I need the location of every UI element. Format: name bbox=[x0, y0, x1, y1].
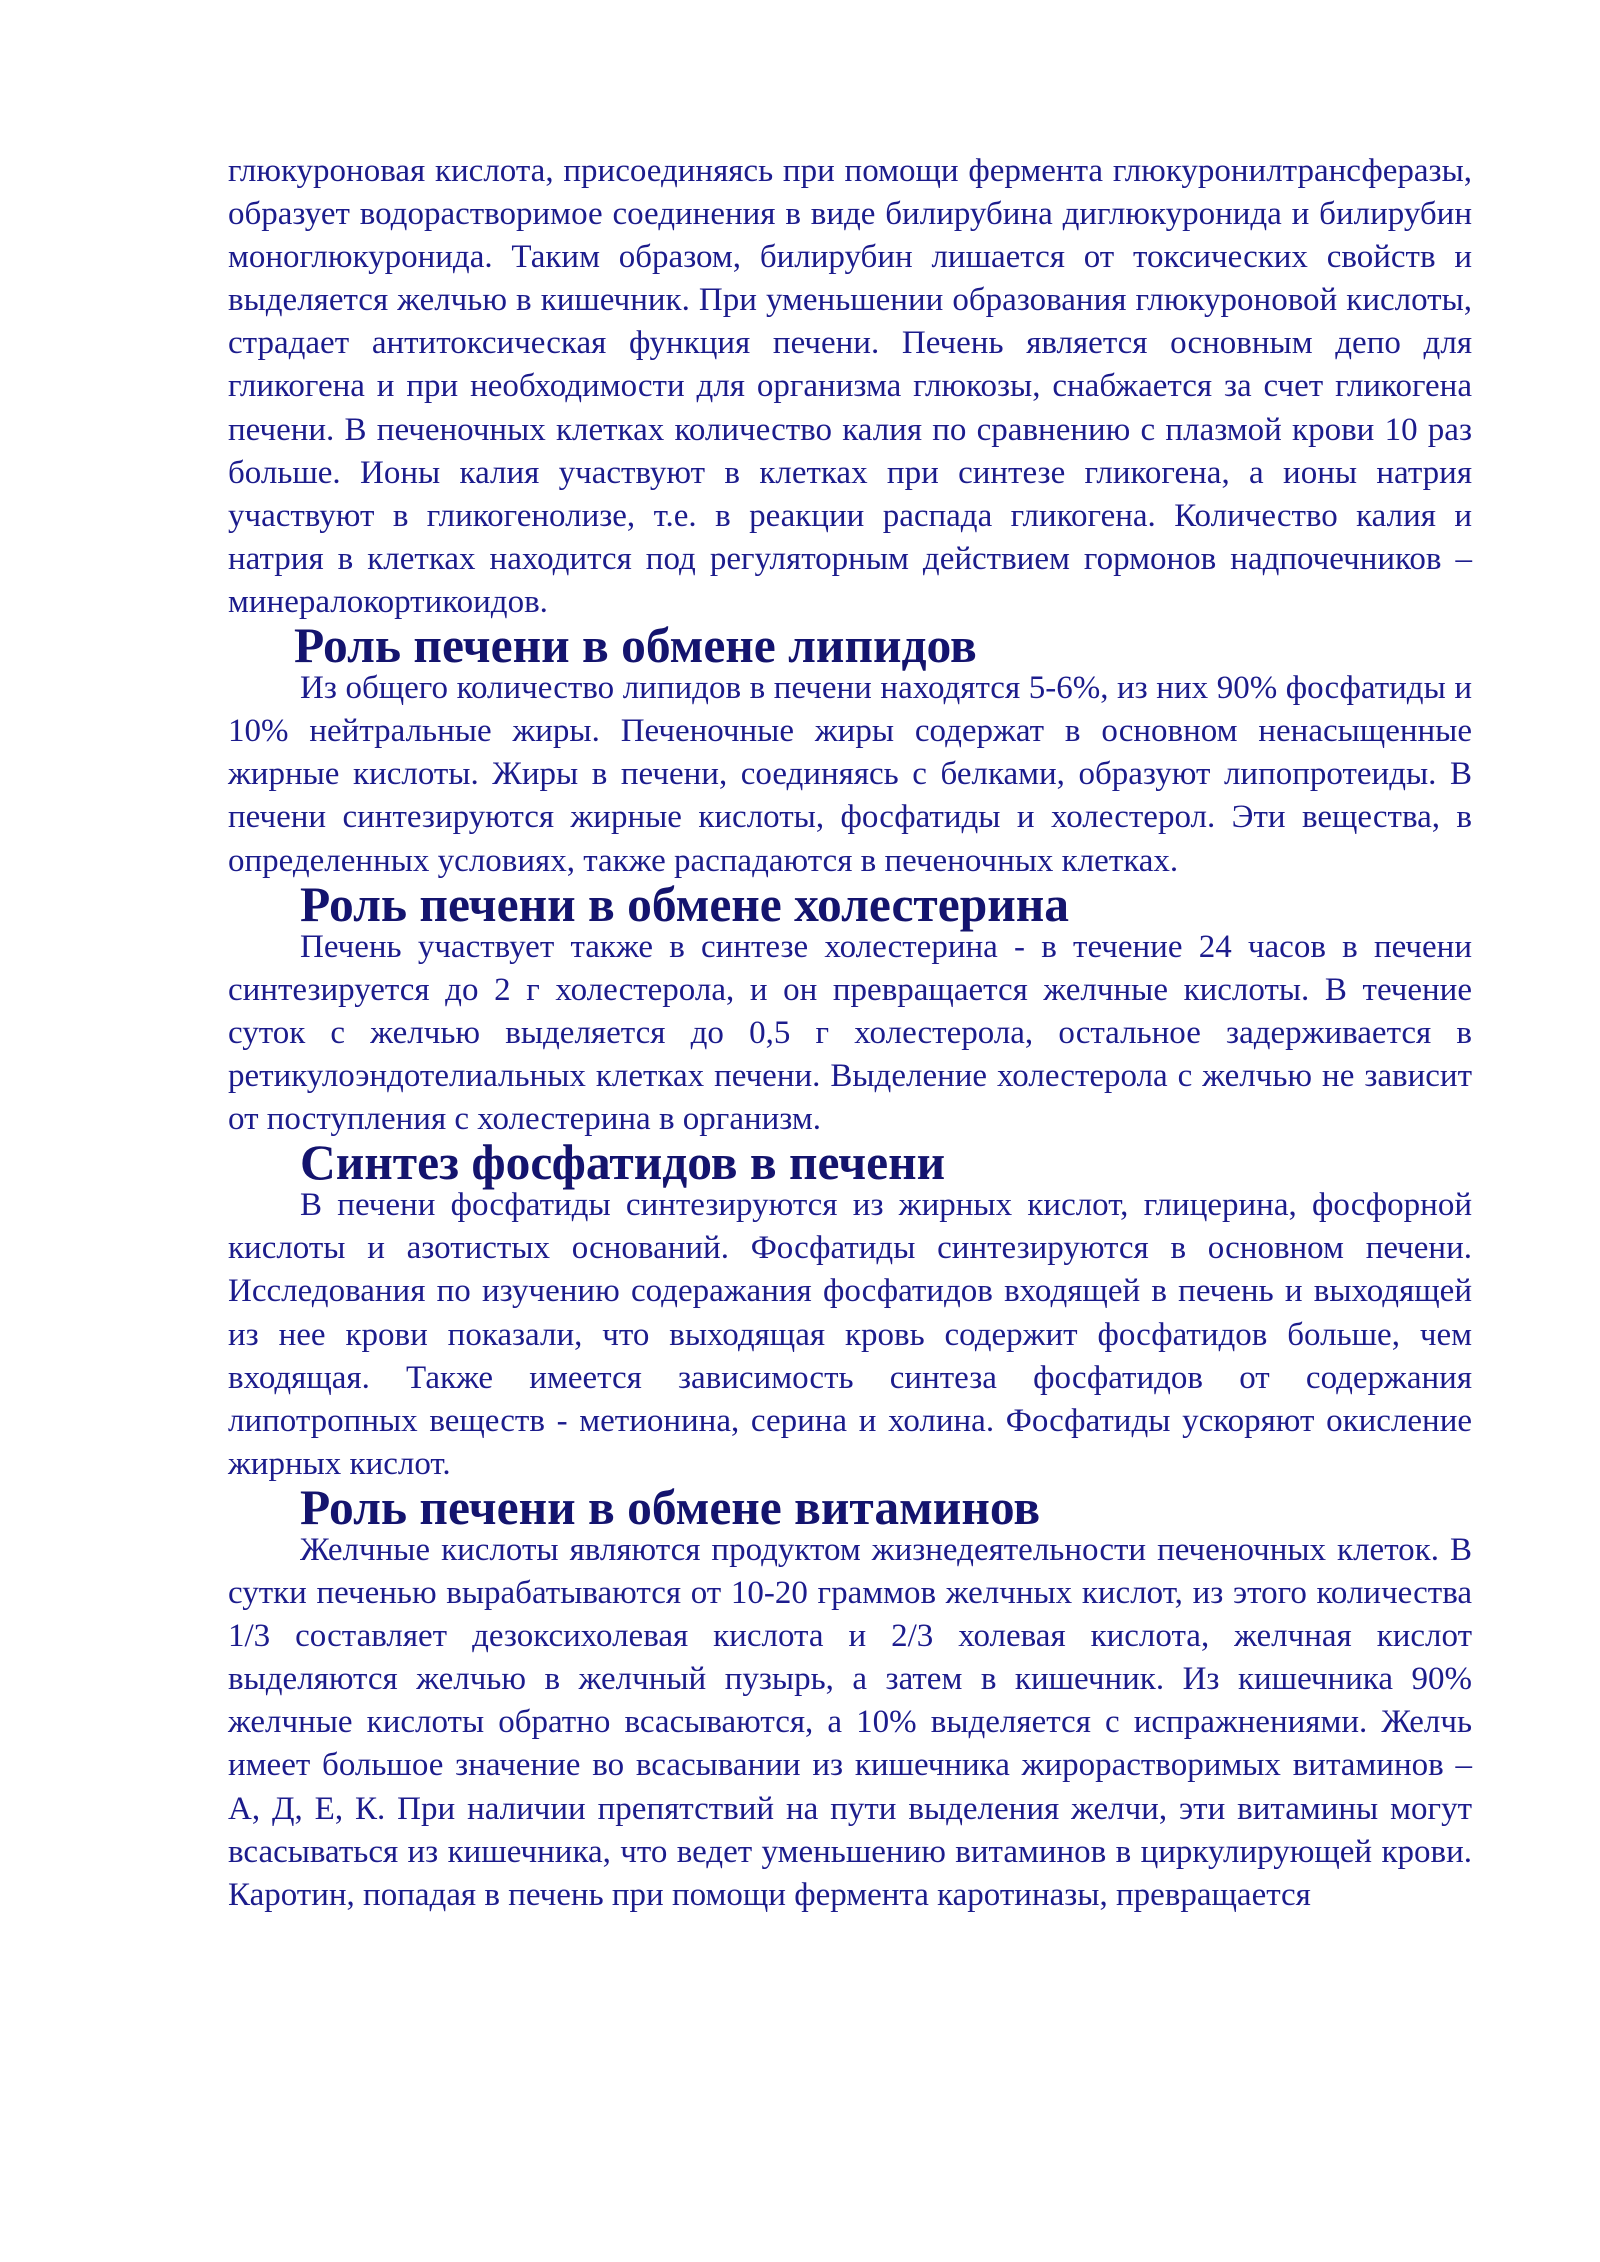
document-page bbox=[228, 150, 1472, 1917]
section-text-phosphatides: В печени фосфатиды синтезируются из жирных кислот, глицерина, фосфорной кислоты и азотистых оснований. Фосфатиды синтезируются в основном печени. Исследования по изучению содеражания фосфатидов входящей в печень и выходящей из нее крови показали, что выходящая кровь содержит фосфатидов больше, чем входящая. Также имеется зависимость синтеза фосфатидов от содержания липотропных веществ - метионина, серина и холина. Фосфатиды ускоряют окисление жирных кислот. bbox=[228, 1187, 1472, 1482]
section-text-lipids: Из общего количество липидов в печени находятся 5-6%, из них 90% фосфатиды и 10% нейтральные жиры. Печеночные жиры содержат в основном ненасыщенные жирные кислоты. Жиры в печени, соединяясь с белками, образуют липопротеиды. В печени синтезируются жирные кислоты, фосфатиды и холестерол. Эти вещества, в определенных условиях, также распадаются в печеночных клетках. bbox=[228, 670, 1472, 879]
section-heading-lipids: Роль печени в обмене липидов bbox=[294, 618, 977, 674]
intro-paragraph: глюкуроновая кислота, присоединяясь при помощи фермента глюкуронилтрансферазы, образует водорастворимое соединения в виде билирубина диглюкуронида и билирубин моноглюкуронида. Таким образом, билирубин лишается от токсических свойств и выделяется желчью в кишечник. При уменьшении образования глюкуроновой кислоты, страдает антитоксическая функция печени. Печень является основным депо для гликогена и при необходимости для организма глюкозы, снабжается за счет гликогена печени. В печеночных клетках количество калия по сравнению с плазмой крови 10 раз больше. Ионы калия участвуют в клетках при синтезе гликогена, а ионы натрия участвуют в гликогенолизе, т.е. в реакции распада гликогена. Количество калия и натрия в клетках находится под регуляторным действием гормонов надпочечников – минералокортикоидов. bbox=[228, 153, 1472, 620]
section-heading-phosphatides: Синтез фосфатидов в печени bbox=[300, 1135, 946, 1191]
section-heading-vitamins: Роль печени в обмене витаминов bbox=[300, 1479, 1041, 1535]
section-text-vitamins: Желчные кислоты являются продуктом жизнедеятельности печеночных клеток. В сутки печенью вырабатываются от 10-20 граммов желчных кислот, из этого количества 1/3 составляет дезоксихолевая кислота и 2/3 холевая кислота, желчная кислот выделяются желчью в желчный пузырь, а затем в кишечник. Из кишечника 90% желчные кислоты обратно всасываются, а 10% выделяется с испражнениями. Желчь имеет большое значение во всасывании из кишечника жирорастворимых витаминов – А, Д, Е, К. При наличии препятствий на пути выделения желчи, эти витамины могут всасываться из кишечника, что ведет уменьшению витаминов в циркулирующей крови. Каротин, попадая в печень при помощи фермента каротиназы, превращается bbox=[228, 1532, 1472, 1913]
section-heading-cholesterol: Роль печени в обмене холестерина bbox=[300, 876, 1070, 932]
section-text-cholesterol: Печень участвует также в синтезе холестерина - в течение 24 часов в печени синтезируется до 2 г холестерола, и он превращается желчные кислоты. В течение суток с желчью выделяется до 0,5 г холестерола, остальное задерживается в ретикулоэндотелиальных клетках печени. Выделение холестерола с желчью не зависит от поступления с холестерина в организм. bbox=[228, 928, 1472, 1138]
